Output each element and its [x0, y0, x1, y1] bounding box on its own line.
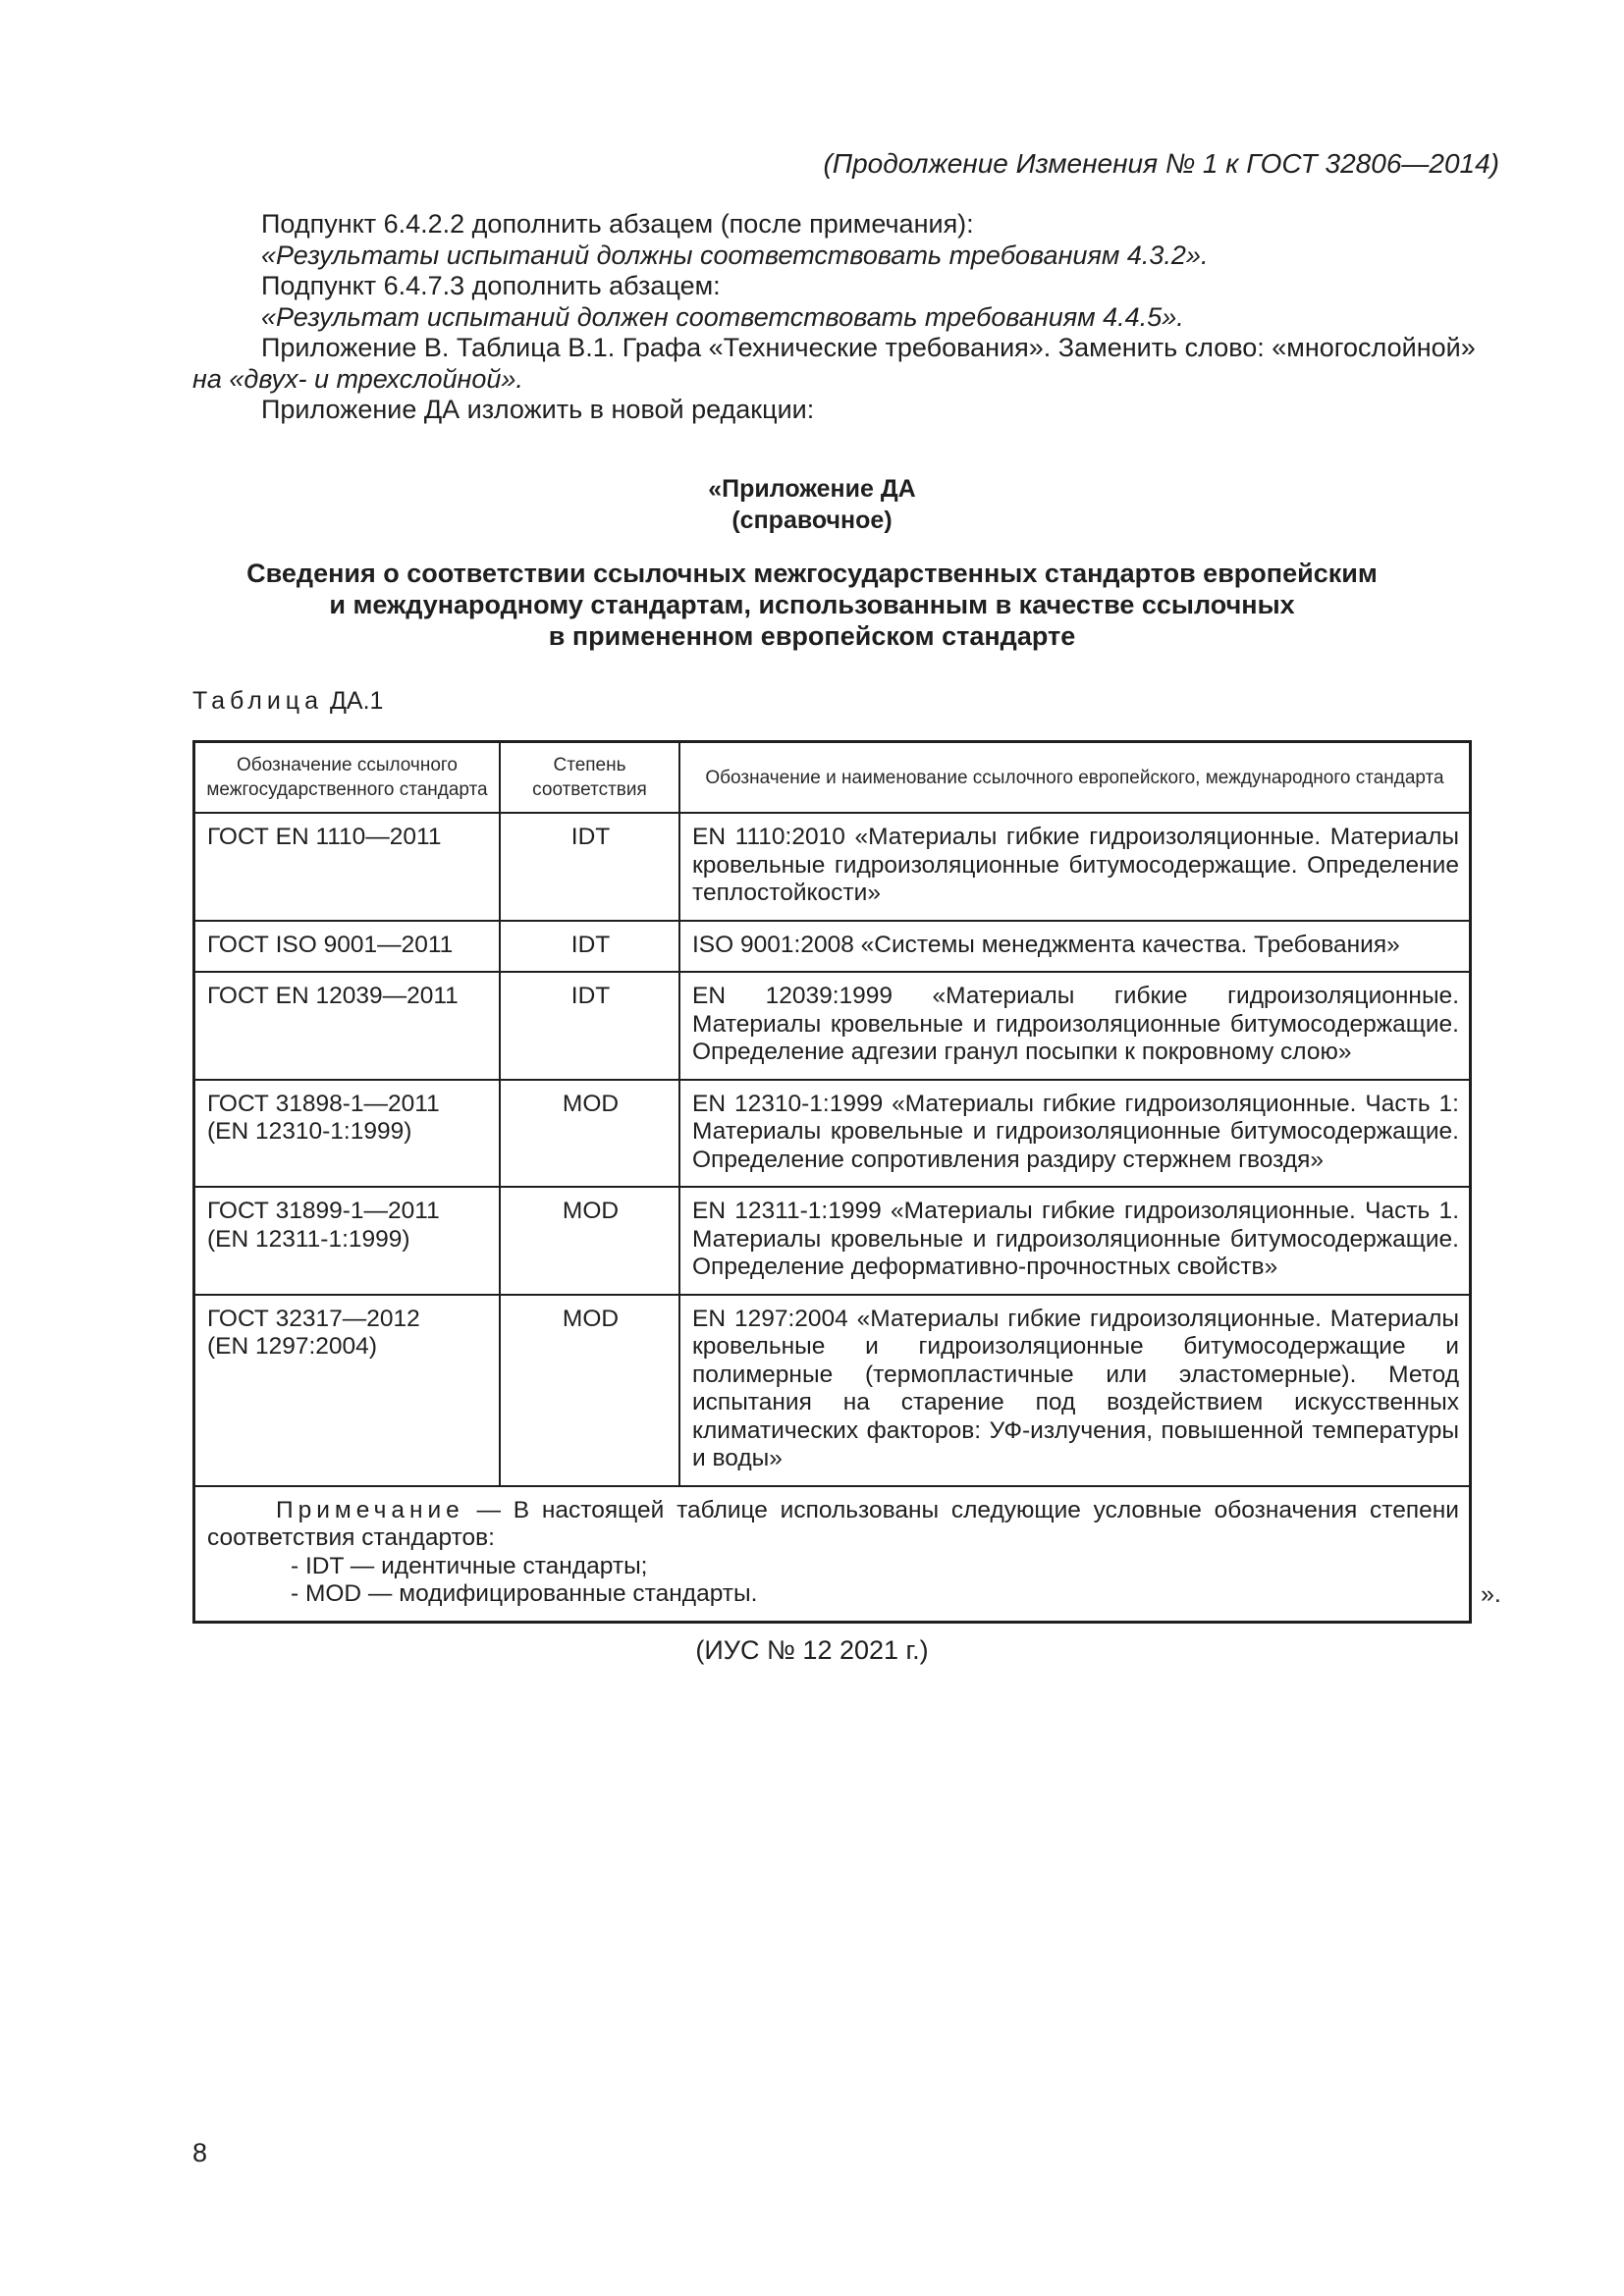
section-title-line: в примененном европейском стандарте [548, 621, 1076, 651]
degree-cell: MOD [500, 1295, 679, 1486]
standard-cell [194, 1080, 501, 1188]
table-row [194, 921, 1471, 973]
name-cell: EN 12311-1:1999 «Материалы гибкие гидроизоляционные. Часть 1. Материалы кровельные и гидроизоляционные битумосодержащие. Определение деформативно-прочностных свойств» [679, 1187, 1471, 1295]
column-header: Обозначение ссылочного межгосударственного стандарта [194, 742, 501, 814]
name-cell: EN 1110:2010 «Материалы гибкие гидроизоляционные. Материалы кровельные гидроизоляционные битумосодержащие. Определение теплостойкости» [679, 813, 1471, 921]
standard-cell [194, 1295, 501, 1486]
name-cell: EN 12310-1:1999 «Материалы гибкие гидроизоляционные. Часть 1: Материалы кровельные и гидроизоляционные битумосодержащие. Определение сопротивления раздиру стержнем гвоздя» [679, 1080, 1471, 1188]
table-row [194, 1187, 1471, 1295]
table-row [194, 1295, 1471, 1486]
standard-cell [194, 972, 501, 1080]
closing-quote: ». [1481, 1580, 1501, 1608]
note-label: Примечание [276, 1496, 464, 1523]
standard-reference: (EN 12311-1:1999) [207, 1225, 410, 1253]
standard-designation: ГОСТ 31899-1—2011 [207, 1198, 440, 1224]
note-text [207, 1497, 1459, 1553]
paragraph: «Результаты испытаний должны соответствовать требованиям 4.3.2». [261, 240, 1209, 270]
standard-reference: (EN 12310-1:1999) [207, 1118, 412, 1145]
standards-table [192, 740, 1472, 1624]
section-title-line: Сведения о соответствии ссылочных межгосударственных стандартов европейским [246, 559, 1378, 588]
table-header-row [194, 742, 1471, 814]
paragraph [192, 333, 1504, 395]
name-cell: ISO 9001:2008 «Системы менеджмента качества. Требования» [679, 921, 1471, 973]
table-row [194, 972, 1471, 1080]
note-item: - IDT — идентичные стандарты; [291, 1552, 648, 1579]
standard-designation: ГОСТ EN 1110—2011 [207, 824, 442, 850]
name-cell: EN 1297:2004 «Материалы гибкие гидроизоляционные. Материалы кровельные и гидроизоляционные битумосодержащие и полимерные (термопластичные или эластомерные). Метод испытания на старение под воздействием искусственных климатических факторов: УФ-излучения, повышенной температуры и воды» [679, 1295, 1471, 1486]
paragraph-text: Приложение В. Таблица В.1. Графа «Технические требования». Заменить слово: «многослойной» [261, 333, 1476, 362]
standard-cell [194, 1187, 501, 1295]
page-number: 8 [192, 2138, 208, 2167]
annex-heading [0, 473, 1624, 536]
column-header: Обозначение и наименование ссылочного европейского, международного стандарта [679, 742, 1471, 814]
paragraph: Приложение ДА изложить в новой редакции: [261, 395, 815, 424]
standard-cell [194, 813, 501, 921]
ius-reference: (ИУС № 12 2021 г.) [695, 1635, 929, 1665]
name-cell: EN 12039:1999 «Материалы гибкие гидроизоляционные. Материалы кровельные и гидроизоляционные битумосодержащие. Определение адгезии гранул посыпки к покровному слою» [679, 972, 1471, 1080]
running-head: (Продолжение Изменения № 1 к ГОСТ 32806—2014) [823, 148, 1499, 179]
annex-title: «Приложение ДА [708, 475, 916, 503]
standard-cell [194, 921, 501, 973]
degree-cell: IDT [500, 921, 679, 973]
standard-designation: ГОСТ 31898-1—2011 [207, 1090, 440, 1117]
table-row [194, 1080, 1471, 1188]
section-title [0, 558, 1624, 652]
paragraph: Подпункт 6.4.2.2 дополнить абзацем (после примечания): [261, 209, 974, 239]
column-header: Степень соответствия [500, 742, 679, 814]
amendment-text [192, 209, 1504, 426]
table-caption [192, 687, 383, 716]
degree-cell: MOD [500, 1080, 679, 1188]
annex-subtitle: (справочное) [731, 507, 893, 534]
standard-designation: ГОСТ 32317—2012 [207, 1305, 420, 1332]
table-caption-word: Таблица [192, 687, 324, 715]
note-body: — В настоящей таблице использованы следующие условные обозначения степени соответствия стандартов: [207, 1496, 1459, 1551]
degree-cell: IDT [500, 813, 679, 921]
table-note [194, 1486, 1471, 1623]
standard-reference: (EN 1297:2004) [207, 1333, 377, 1360]
standard-designation: ГОСТ ISO 9001—2011 [207, 931, 454, 958]
table-caption-number: ДА.1 [329, 687, 384, 715]
note-item: - MOD — модифицированные стандарты. [291, 1580, 758, 1607]
section-title-line: и международному стандартам, использованным в качестве ссылочных [329, 590, 1295, 619]
paragraph-italic-text: на «двух- и трехслойной». [192, 363, 523, 394]
table-row [194, 813, 1471, 921]
paragraph: «Результат испытаний должен соответствовать требованиям 4.4.5». [261, 301, 1184, 332]
table-note-row [194, 1486, 1471, 1623]
standard-designation: ГОСТ EN 12039—2011 [207, 983, 459, 1009]
degree-cell: IDT [500, 972, 679, 1080]
degree-cell: MOD [500, 1187, 679, 1295]
paragraph: Подпункт 6.4.7.3 дополнить абзацем: [261, 271, 721, 300]
